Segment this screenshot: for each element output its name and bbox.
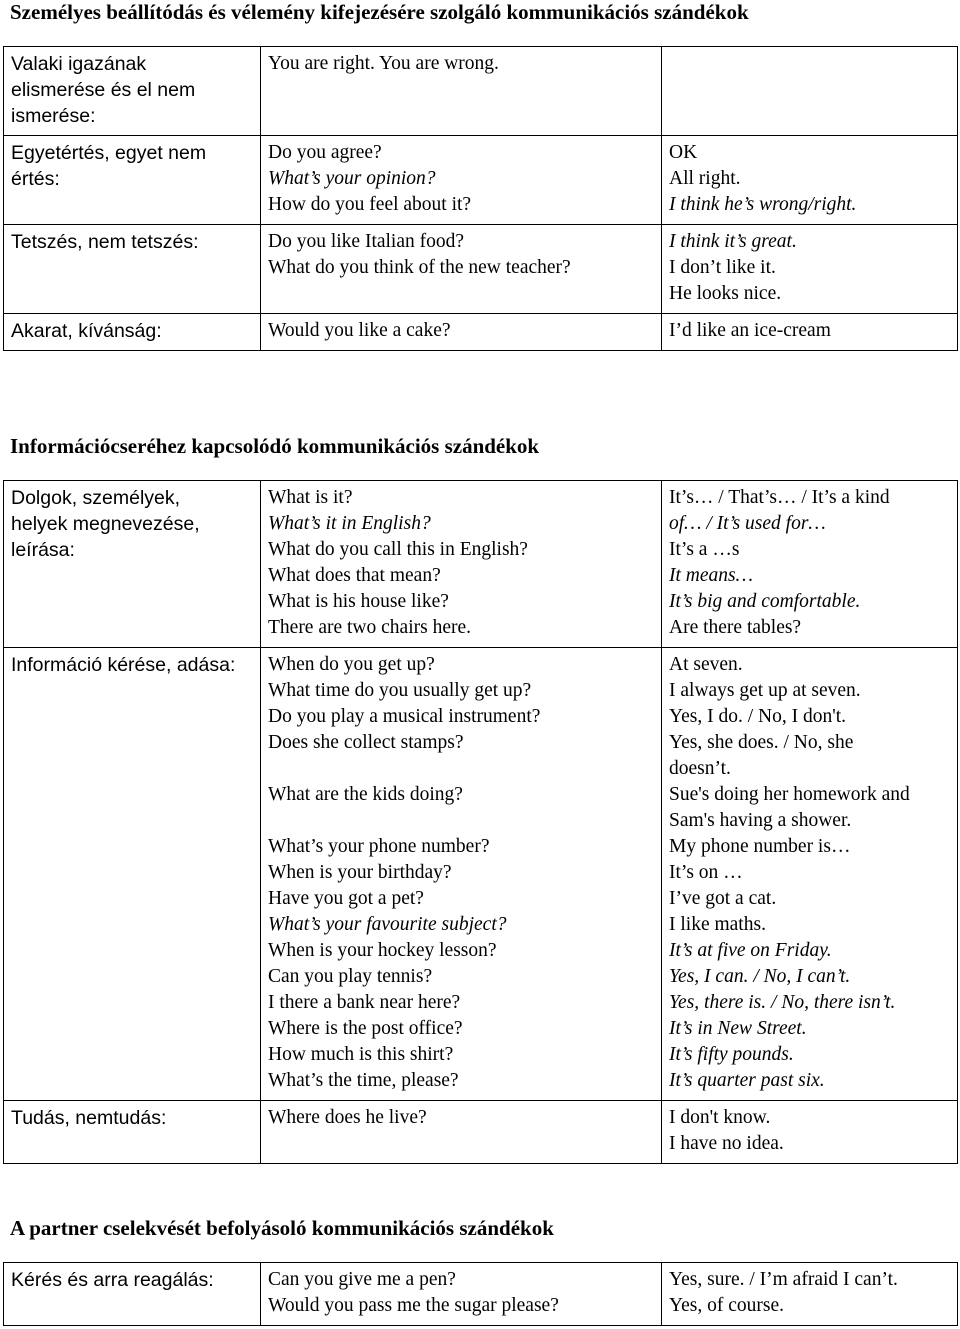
table-row xyxy=(4,481,958,648)
example-response: My phone number is… xyxy=(669,836,851,857)
intent-label-line: Tetszés, nem tetszés: xyxy=(11,231,199,253)
section-table xyxy=(3,1262,958,1326)
example-phrase: What do you call this in English? xyxy=(268,539,528,560)
example-phrase: What do you think of the new teacher? xyxy=(268,257,571,278)
example-response: It’s… / That’s… / It’s a kind xyxy=(669,487,890,508)
example-responses-cell xyxy=(662,136,958,225)
intent-label-line: leírása: xyxy=(11,539,75,561)
example-phrase: Do you agree? xyxy=(268,142,382,163)
example-response: I don't know. xyxy=(669,1107,771,1128)
intent-label-line: Akarat, kívánság: xyxy=(11,320,162,342)
example-response: It’s fifty pounds. xyxy=(669,1044,794,1065)
example-response: I have no idea. xyxy=(669,1133,784,1154)
example-response: Sam's having a shower. xyxy=(669,810,852,831)
example-phrase xyxy=(268,808,655,834)
example-phrases-cell xyxy=(261,648,662,1101)
example-responses-cell xyxy=(662,314,958,351)
example-phrase: Would you pass me the sugar please? xyxy=(268,1295,559,1316)
intent-label-cell xyxy=(4,1101,261,1164)
example-phrase: What time do you usually get up? xyxy=(268,680,532,701)
example-response: Sue's doing her homework and xyxy=(669,784,910,805)
example-phrases-cell xyxy=(261,481,662,648)
example-response: Yes, there is. / No, there isn’t. xyxy=(669,992,896,1013)
example-response: I think it’s great. xyxy=(669,231,797,252)
intent-label-line: ismerése: xyxy=(11,105,96,127)
example-phrase: When is your hockey lesson? xyxy=(268,940,497,961)
example-response: It’s in New Street. xyxy=(669,1018,807,1039)
example-phrase: Have you got a pet? xyxy=(268,888,424,909)
example-response: It’s big and comfortable. xyxy=(669,591,861,612)
example-response: At seven. xyxy=(669,654,743,675)
example-response: I always get up at seven. xyxy=(669,680,861,701)
table-row xyxy=(4,225,958,314)
example-response: OK xyxy=(669,142,698,163)
example-phrase: Do you like Italian food? xyxy=(268,231,465,252)
example-response: I think he’s wrong/right. xyxy=(669,194,857,215)
example-phrases-cell xyxy=(261,314,662,351)
example-phrases-cell xyxy=(261,1263,662,1326)
example-response: Yes, sure. / I’m afraid I can’t. xyxy=(669,1269,898,1290)
example-phrase: What is it? xyxy=(268,487,353,508)
intent-label-line: helyek megnevezése, xyxy=(11,513,200,535)
example-response: Yes, she does. / No, she xyxy=(669,732,854,753)
example-response: It’s on … xyxy=(669,862,743,883)
example-responses-cell xyxy=(662,1101,958,1164)
example-phrase: When is your birthday? xyxy=(268,862,452,883)
example-phrases-cell xyxy=(261,225,662,314)
table-row xyxy=(4,1263,958,1326)
example-response: I’d like an ice-cream xyxy=(669,320,831,341)
example-phrase: What’s your phone number? xyxy=(268,836,490,857)
example-phrase: Do you play a musical instrument? xyxy=(268,706,541,727)
intent-label-line: értés: xyxy=(11,168,60,190)
example-response: It’s at five on Friday. xyxy=(669,940,832,961)
table-row xyxy=(4,47,958,136)
table-row xyxy=(4,1101,958,1164)
example-phrase: Would you like a cake? xyxy=(268,320,451,341)
example-responses-cell xyxy=(662,225,958,314)
example-response: It’s a …s xyxy=(669,539,740,560)
example-phrase xyxy=(268,756,655,782)
example-responses-cell xyxy=(662,481,958,648)
example-phrase: What are the kids doing? xyxy=(268,784,463,805)
intent-label-cell xyxy=(4,648,261,1101)
table-row xyxy=(4,648,958,1101)
example-phrase: Can you play tennis? xyxy=(268,966,433,987)
section-heading: Személyes beállítódás és vélemény kifejezésére szolgáló kommunikációs szándékok xyxy=(10,0,749,24)
example-phrase: When do you get up? xyxy=(268,654,435,675)
example-response: He looks nice. xyxy=(669,283,782,304)
example-phrases-cell xyxy=(261,136,662,225)
intent-label-line: Tudás, nemtudás: xyxy=(11,1107,167,1129)
example-response: It means… xyxy=(669,565,753,586)
example-response: Yes, I can. / No, I can’t. xyxy=(669,966,851,987)
example-phrase: How much is this shirt? xyxy=(268,1044,454,1065)
intent-label-line: elismerése és el nem xyxy=(11,79,196,101)
example-phrase: What does that mean? xyxy=(268,565,441,586)
example-phrases-cell xyxy=(261,47,662,136)
example-phrase: Where is the post office? xyxy=(268,1018,463,1039)
example-phrase: Can you give me a pen? xyxy=(268,1269,456,1290)
intent-label-cell xyxy=(4,1263,261,1326)
example-response: doesn’t. xyxy=(669,758,731,779)
example-phrase: What’s it in English? xyxy=(268,513,431,534)
section-heading: A partner cselekvését befolyásoló kommunikációs szándékok xyxy=(10,1216,554,1240)
example-phrase: What is his house like? xyxy=(268,591,449,612)
section-table xyxy=(3,480,958,1164)
example-response: Yes, I do. / No, I don't. xyxy=(669,706,847,727)
intent-label-cell xyxy=(4,481,261,648)
section-table xyxy=(3,46,958,351)
example-phrases-cell xyxy=(261,1101,662,1164)
intent-label-cell xyxy=(4,314,261,351)
example-responses-cell xyxy=(662,47,958,136)
example-response: I’ve got a cat. xyxy=(669,888,777,909)
example-phrase: Where does he live? xyxy=(268,1107,427,1128)
intent-label-cell xyxy=(4,47,261,136)
example-response: All right. xyxy=(669,168,741,189)
example-response: I don’t like it. xyxy=(669,257,776,278)
intent-label-line: Információ kérése, adása: xyxy=(11,654,236,676)
example-phrase: What’s your opinion? xyxy=(268,168,436,189)
section-heading: Információcseréhez kapcsolódó kommunikációs szándékok xyxy=(10,434,540,458)
example-phrase: What’s your favourite subject? xyxy=(268,914,507,935)
intent-label-line: Kérés és arra reagálás: xyxy=(11,1269,214,1291)
intent-label-line: Valaki igazának xyxy=(11,53,147,75)
table-row xyxy=(4,136,958,225)
intent-label-cell xyxy=(4,136,261,225)
example-responses-cell xyxy=(662,1263,958,1326)
intent-label-line: Dolgok, személyek, xyxy=(11,487,181,509)
example-phrase: What’s the time, please? xyxy=(268,1070,459,1091)
example-phrase: There are two chairs here. xyxy=(268,617,472,638)
example-phrase: How do you feel about it? xyxy=(268,194,472,215)
intent-label-cell xyxy=(4,225,261,314)
example-response: of… / It’s used for… xyxy=(669,513,826,534)
example-phrase: You are right. You are wrong. xyxy=(268,53,499,74)
example-response: Yes, of course. xyxy=(669,1295,785,1316)
example-phrase: I there a bank near here? xyxy=(268,992,461,1013)
intent-label-line: Egyetértés, egyet nem xyxy=(11,142,207,164)
example-response: It’s quarter past six. xyxy=(669,1070,825,1091)
example-phrase: Does she collect stamps? xyxy=(268,732,464,753)
table-row xyxy=(4,314,958,351)
example-responses-cell xyxy=(662,648,958,1101)
example-response: I like maths. xyxy=(669,914,766,935)
example-response: Are there tables? xyxy=(669,617,802,638)
